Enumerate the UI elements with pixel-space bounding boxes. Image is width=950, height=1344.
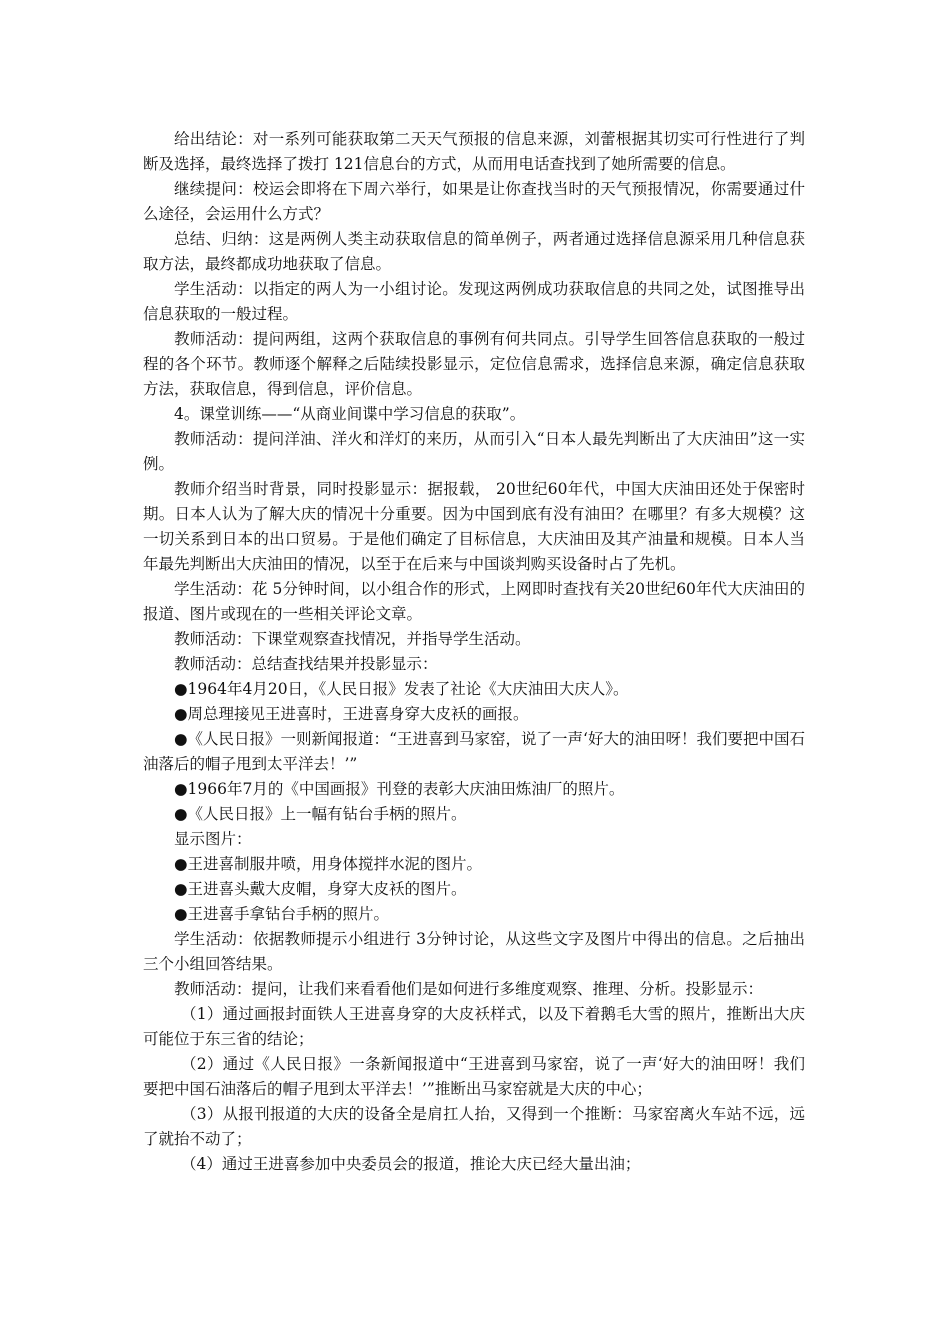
- bullet-item: ●王进喜头戴大皮帽，身穿大皮袄的图片。: [174, 880, 467, 898]
- numbered-item: （4）通过王进喜参加中央委员会的报道，推论大庆已经大量出油；: [181, 1155, 641, 1173]
- bullet-item: ●1964年4月20日，《人民日报》发表了社论《大庆油田大庆人》。: [174, 680, 629, 698]
- numbered-item: （1）通过画报封面铁人王进喜身穿的大皮袄样式，以及下着鹅毛大雪的照片，推断出大庆可能位于东三省的结论；: [143, 1005, 805, 1048]
- bullet-item: ●王进喜制服井喷，用身体搅拌水泥的图片。: [174, 855, 483, 873]
- follow-up-question-paragraph: 继续提问：校运会即将在下周六举行，如果是让你查找当时的天气预报情况，你需要通过什么途径，会运用什么方式？: [143, 180, 805, 223]
- bullet-item: ●1966年7月的《中国画报》刊登的表彰大庆油田炼油厂的照片。: [174, 780, 625, 798]
- bullet-item: ●《人民日报》一则新闻报道：“王进喜到马家窑，说了一声‘好大的油田呀！我们要把中国石油落后的帽子甩到太平洋去！’”: [143, 730, 805, 773]
- teacher-activity-paragraph: 教师活动：提问洋油、洋火和洋灯的来历，从而引入“日本人最先判断出了大庆油田”这一实例。: [143, 430, 805, 473]
- conclusion-paragraph: 给出结论：对一系列可能获取第二天天气预报的信息来源，刘蕾根据其切实可行性进行了判断及选择，最终选择了拨打 121信息台的方式，从而用电话查找到了她所需要的信息。: [143, 130, 805, 173]
- document-body: [143, 127, 805, 1177]
- background-paragraph: 教师介绍当时背景，同时投影显示：据报载， 20世纪60年代，中国大庆油田还处于保密时期。日本人认为了解大庆的情况十分重要。因为中国到底有没有油田？在哪里？有多大规模？这一切关系到日本的出口贸易。于是他们确定了目标信息，大庆油田及其产油量和规模。日本人当年最先判断出大庆油田的情况，以至于在后来与中国谈判购买设备时占了先机。: [143, 480, 805, 573]
- teacher-activity-paragraph: 教师活动：提问两组，这两个获取信息的事例有何共同点。引导学生回答信息获取的一般过程的各个环节。教师逐个解释之后陆续投影显示，定位信息需求，选择信息来源，确定信息获取方法，获取信息，得到信息，评价信息。: [143, 330, 805, 398]
- student-activity-paragraph: 学生活动：花 5分钟时间，以小组合作的形式，上网即时查找有关20世纪60年代大庆油田的报道、图片或现在的一些相关评论文章。: [143, 580, 805, 623]
- bullet-item: ●《人民日报》上一幅有钻台手柄的照片。: [174, 805, 467, 823]
- teacher-activity-paragraph: 教师活动：提问，让我们来看看他们是如何进行多维度观察、推理、分析。投影显示：: [174, 980, 764, 998]
- numbered-item: （2）通过《人民日报》一条新闻报道中“王进喜到马家窑，说了一声‘好大的油田呀！我们要把中国石油落后的帽子甩到太平洋去！’”推断出马家窑就是大庆的中心；: [143, 1055, 805, 1098]
- student-activity-paragraph: 学生活动：以指定的两人为一小组讨论。发现这两例成功获取信息的共同之处，试图推导出信息获取的一般过程。: [143, 280, 805, 323]
- numbered-item: （3）从报刊报道的大庆的设备全是肩扛人抬，又得到一个推断：马家窑离火车站不远，远了就抬不动了；: [143, 1105, 805, 1148]
- summary-paragraph: 总结、归纳：这是两例人类主动获取信息的简单例子，两者通过选择信息源采用几种信息获取方法，最终都成功地获取了信息。: [143, 230, 805, 273]
- section-heading: 4。课堂训练——“从商业间谍中学习信息的获取”。: [174, 405, 526, 423]
- teacher-activity-paragraph: 教师活动：总结查找结果并投影显示：: [174, 655, 438, 673]
- bullet-item: ●王进喜手拿钻台手柄的照片。: [174, 905, 390, 923]
- teacher-activity-paragraph: 教师活动：下课堂观察查找情况，并指导学生活动。: [174, 630, 531, 648]
- student-activity-paragraph: 学生活动：依据教师提示小组进行 3分钟讨论，从这些文字及图片中得出的信息。之后抽出三个小组回答结果。: [143, 930, 805, 973]
- bullet-item: ●周总理接见王进喜时，王进喜身穿大皮袄的画报。: [174, 705, 529, 723]
- show-images-label: 显示图片：: [174, 830, 252, 848]
